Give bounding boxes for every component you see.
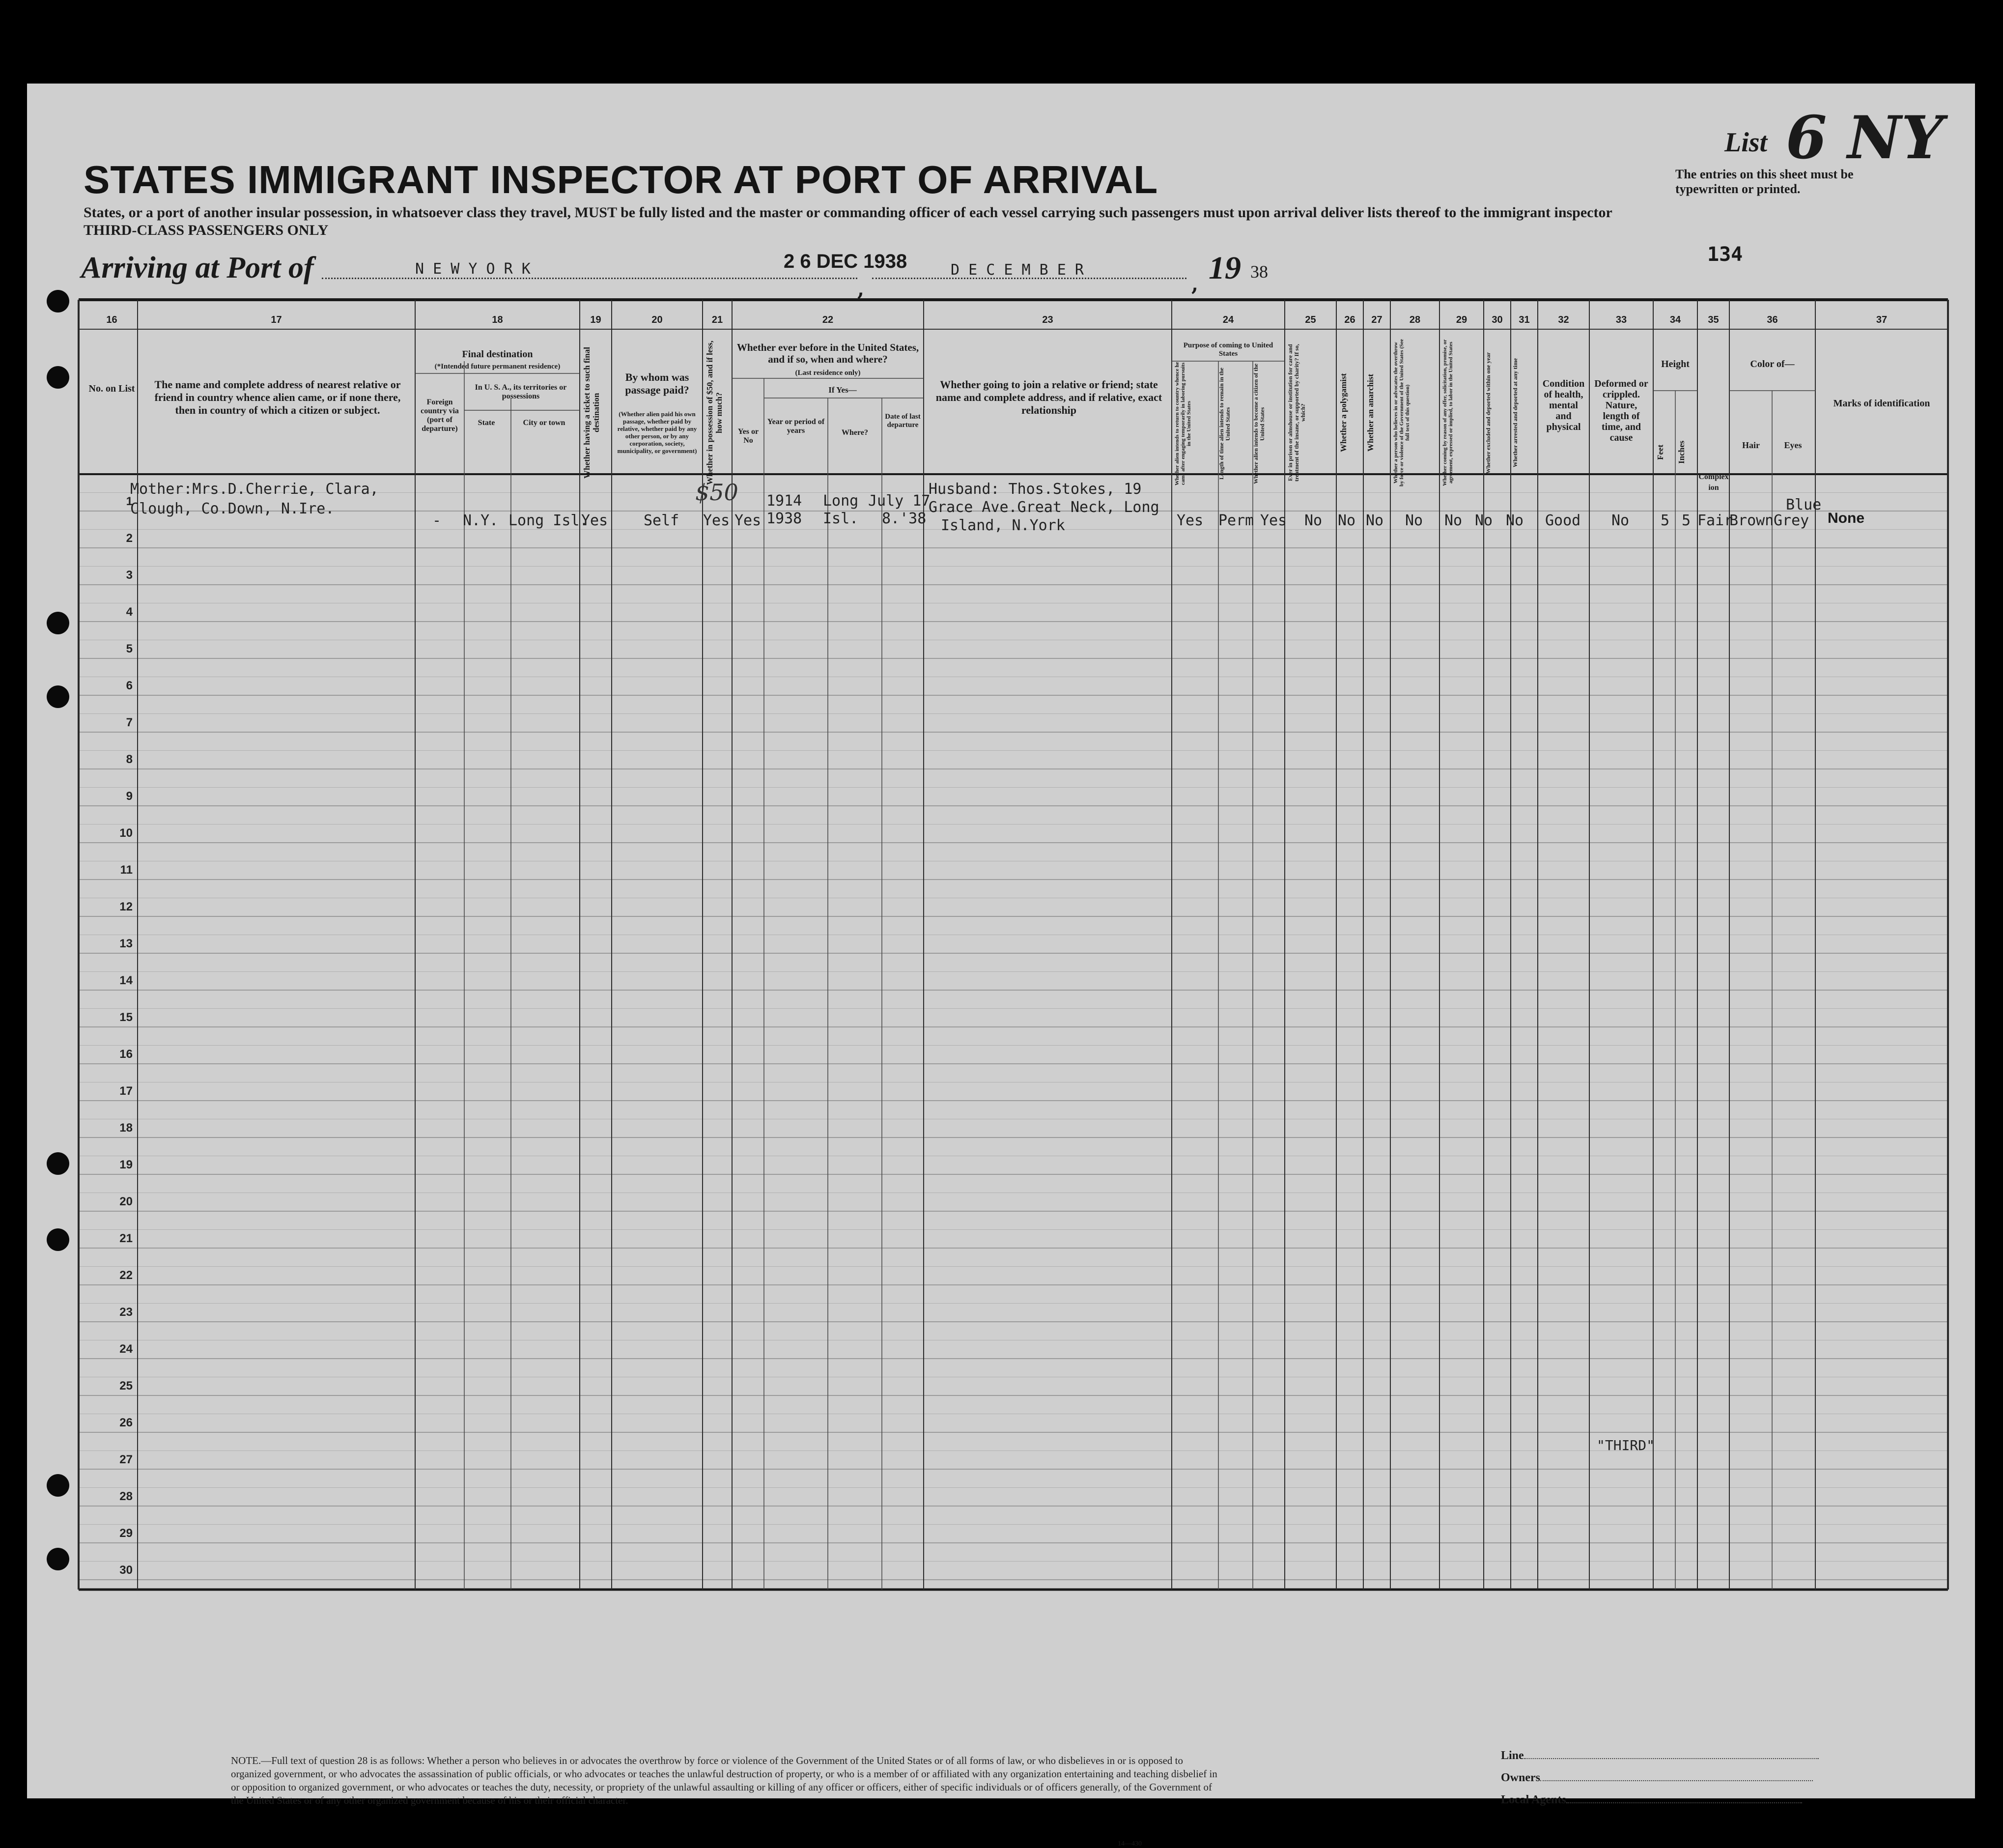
row-number: 21	[119, 1232, 133, 1245]
row-number: 30	[119, 1564, 133, 1577]
row-number: 20	[119, 1195, 133, 1208]
class-stamp: "THIRD"	[1597, 1437, 1655, 1453]
port-line	[322, 278, 857, 279]
year-prefix: 19	[1209, 250, 1241, 286]
relative-address-line1: Mother:Mrs.D.Cherrie, Clara,	[130, 481, 379, 498]
row-number: 12	[119, 900, 133, 913]
owners-field: Owners	[1501, 1771, 1813, 1785]
state-value: N.Y.	[463, 512, 499, 529]
col-header-inches: Inches	[1677, 440, 1686, 464]
relative-address-line2: Clough, Co.Down, N.Ire.	[130, 500, 335, 517]
col-header-joining: Whether going to join a relative or friend; state name and complete address, and if relative, exact relationship	[935, 378, 1162, 416]
col-header-fifty-dollars: Whether in possession of $50, and if less, how much?	[705, 341, 724, 485]
row-number: 24	[119, 1342, 133, 1356]
years-line1: 1914	[766, 492, 802, 510]
row-number: 13	[119, 937, 133, 950]
joining-line1: Husband: Thos.Stokes, 19	[929, 481, 1142, 498]
manifest-grid	[27, 84, 1975, 1798]
polygamist-value: No	[1338, 512, 1356, 529]
col-num-35: 35	[1708, 314, 1719, 325]
sheet-number: 134	[1707, 243, 1743, 266]
col-num-20: 20	[651, 314, 663, 325]
col-num-23: 23	[1042, 314, 1053, 325]
form-code: 14—430	[1118, 1840, 1142, 1848]
row-number: 8	[126, 753, 133, 766]
overthrow-value: No	[1405, 512, 1423, 529]
row-number: 28	[119, 1490, 133, 1503]
punch-hole	[47, 1152, 69, 1175]
month-value: D E C E M B E R	[951, 261, 1084, 279]
col-header-purpose: Purpose of coming to United States	[1183, 341, 1273, 358]
col-header-overthrow: Whether a person who believes in or advocates the overthrow by force or violence of the Government of the United States (See full text of this question)	[1393, 339, 1411, 486]
col-num-30: 30	[1492, 314, 1503, 325]
col-num-16: 16	[106, 314, 117, 325]
year-suffix: 38	[1250, 262, 1268, 282]
col-header-ever-before: Whether ever before in the United States, and if so, when and where?	[736, 341, 919, 365]
hair-value: Brown	[1729, 512, 1774, 529]
arriving-label: Arriving at Port of	[81, 251, 314, 284]
col-num-19: 19	[590, 314, 601, 325]
row-number: 6	[126, 679, 133, 692]
col-header-hair: Hair	[1742, 440, 1760, 450]
typewritten-notice: The entries on this sheet must be typewritten or printed.	[1675, 167, 1854, 196]
fifty-dollars-value: Yes	[703, 512, 730, 529]
col-header-height: Height	[1661, 359, 1690, 370]
prison-value: No	[1304, 512, 1323, 529]
col-header-excluded: Whether excluded and deported within one year	[1485, 352, 1492, 474]
city-value: Long Isl.	[508, 512, 589, 529]
arrival-date-stamp: 2 6 DEC 1938	[784, 251, 907, 272]
inches-value: 5	[1682, 512, 1691, 529]
row-number: 2	[126, 532, 133, 545]
punch-hole	[47, 366, 69, 389]
joining-line3: Island, N.York	[941, 517, 1065, 534]
row-number: 15	[119, 1011, 133, 1024]
eyes-line2: Grey	[1774, 512, 1809, 529]
ever-before-value: Yes	[734, 512, 762, 529]
col-num-37: 37	[1876, 314, 1888, 325]
row-number: 26	[119, 1416, 133, 1429]
col-num-17: 17	[271, 314, 282, 325]
col-num-32: 32	[1558, 314, 1569, 325]
col-num-18: 18	[492, 314, 503, 325]
col-num-34: 34	[1669, 314, 1681, 325]
manifest-sheet: List 6 NY STATES IMMIGRANT INSPECTOR AT PORT OF ARRIVAL The entries on this sheet must be typewritten or printed. States, or a port of another insular possession, in whatsoever class they travel, MUST be fully listed and the master or commanding officer of each vessel carrying such passengers must upon arrival deliver lists thereof to the immigrant inspector THIRD-CLASS PASSENGERS ONLY Arriving at Port of N E W Y O R K 2 6 DEC 1938 , D E C E M B E R , 19 38 134 16 17 18 19 20 21 22 23 24 25 26 27 28 29 30 31 32 33 34 35 36 37 No. on List The name and complete address of nearest relative or friend in country whence alien came, or if none there, then in country of which a citizen or subject. Final destination (*Intended future permanent residence) Foreign country via (port of departure) In U. S. A., its territories or possessions State City or town Whether having a ticket to such final destination By whom was passage paid? (Whether alien paid his own passage, whether paid by relative, whether paid by any other person, or by any corporation, society, municipality, or government) Whether in possession of $50, and if less, how much? Whether ever before in the United States, and if so, when and where? (Last residence only) Yes or No If Yes— Year or period of years Where? Date of last departure Whether going to join a relative or friend; state name and complete address, and if relative, exact relationship Purpose of coming to United States Whether alien intends to return to country whence he came after engaging temporarily in laboring pursuits in the United States Length of time alien intends to remain in the United States Whether alien intends to become a citizen of the United States Ever in prison or almshouse or institution for care and treatment of the insane, or supported by charity? If so, which? Whether a polygamist Whether an anarchist Whether a person who believes in or advocates the overthrow by force or violence of the Government of the United States (See full text of this question) Whether coming by reason of any offer, solicitation, promise, or agreement, expressed or implied, to labor in the United States Whether excluded and deported within one year Whether arrested and deported at any time Condition of health, mental and physical Deformed or crippled. Nature, length of time, and cause Height Feet Inches Complexion Color of— Hair Eyes Marks of identification 1 2 3 4 5 6 7 8 9 10 11 12 13 14 15 16 17 18 19 20 21 22 23 24 25 26 27 28 29 30 Mother:Mrs.D.Cherrie, Clara, Clough, Co.Down, N.Ire. - N.Y. Long Isl. Yes Self $50 Yes Yes 1914 1938 Long Isl. July 17 8.'38 Husband: Thos.Stokes, 19 Grace Ave.Great Neck, Long Island, N.York Yes Perm Yes No No No No No No No Good No 5 5 Fair Brown Blue Grey None "THIRD" NOTE.—Full text of question 28 is as follows: Whether a person who believes in or advocates the overthrow by force or violence of the Government of the United States or of all forms of law, or who disbelieves in or is opposed to organized government, or who advocates the assassination of public officials, or who advocates or teaches the unlawful destruction of property, or who is a member of or affiliated with any organization entertaining and teaching disbelief in or opposition to organized government, or who advocates or teaches the duty, necessity, or propriety of the unlawful assaulting or killing of any officer or officers, either of specific individuals or of officers generally, of the Government of the United States or of any other organized government because of his or their official character. 14—430 Line Owners Local Agents	[27, 84, 1975, 1798]
row-number: 14	[119, 974, 133, 987]
row-number: 19	[119, 1158, 133, 1171]
col-num-26: 26	[1344, 314, 1355, 325]
col-header-yes-no: Yes or No	[737, 427, 759, 445]
row-number: 4	[126, 605, 133, 619]
col-header-color-of: Color of—	[1750, 359, 1795, 370]
row-number: 25	[119, 1379, 133, 1393]
col-header-if-yes: If Yes—	[828, 385, 857, 395]
row-number: 11	[120, 863, 133, 877]
col-header-deported: Whether arrested and deported at any time	[1512, 358, 1519, 468]
col-header-no-on-list: No. on List	[88, 383, 135, 394]
excluded-value: No	[1475, 512, 1493, 529]
col-num-29: 29	[1456, 314, 1467, 325]
row-number: 16	[119, 1048, 133, 1061]
punch-hole	[47, 1548, 69, 1570]
col-header-anarchist: Whether an anarchist	[1366, 373, 1375, 452]
row-number: 5	[126, 642, 133, 655]
col-num-27: 27	[1371, 314, 1382, 325]
row-number: 1	[126, 495, 133, 508]
col-header-eyes: Eyes	[1784, 440, 1802, 450]
col-header-city: City or town	[523, 419, 565, 427]
col-num-25: 25	[1305, 314, 1316, 325]
col-header-final-destination: Final destination	[462, 349, 533, 360]
departure-line1: July 17	[868, 492, 931, 510]
row-number: 22	[119, 1269, 133, 1282]
marks-value: None	[1828, 510, 1864, 526]
col-header-complexion: Complexion	[1698, 473, 1729, 492]
comma: ,	[857, 278, 864, 301]
page-title: STATES IMMIGRANT INSPECTOR AT PORT OF ARRIVAL	[84, 158, 1158, 201]
punch-hole	[47, 1474, 69, 1497]
col-num-22: 22	[822, 314, 834, 325]
row-number: 3	[126, 569, 133, 582]
departure-line2: 8.'38	[882, 510, 927, 527]
col-header-prison: Ever in prison or almshouse or institution for care and treatment of the insane, or supported by charity? If so, which?	[1287, 344, 1306, 482]
foreign-country-value: -	[432, 512, 442, 529]
col-num-21: 21	[711, 314, 723, 325]
comma: ,	[1191, 273, 1198, 296]
port-value: N E W Y O R K	[415, 260, 531, 278]
punch-hole	[47, 290, 69, 313]
health-value: Good	[1545, 512, 1581, 529]
row-number: 10	[119, 826, 133, 840]
deformed-value: No	[1611, 512, 1630, 529]
labor-offer-value: No	[1444, 512, 1463, 529]
col-header-passage-paid: By whom was passage paid?	[625, 371, 689, 396]
anarchist-value: No	[1366, 512, 1384, 529]
col-header-foreign-country: Foreign country via (port of departure)	[421, 398, 459, 433]
col-header-labor-offer: Whether coming by reason of any offer, solicitation, promise, or agreement, expressed or implied, to labor in the United States	[1442, 339, 1454, 486]
list-label: List	[1724, 127, 1768, 158]
punch-hole	[47, 612, 69, 634]
feet-value: 5	[1661, 512, 1670, 529]
col-header-feet: Feet	[1656, 444, 1665, 460]
col-header-deformed: Deformed or crippled. Nature, length of time, and cause	[1594, 378, 1648, 443]
footnote-question-28: NOTE.—Full text of question 28 is as follows: Whether a person who believes in or advocates the overthrow by force or violence of the Government of the United States or of all forms of law, or who disbelieves in or is opposed to organized government, or who advocates the assassination of public officials, or who advocates or teaches the unlawful destruction of property, or who is a member of or affiliated with any organization entertaining and teaching disbelief in or opposition to organized government, or who advocates or teaches the duty, necessity, or propriety of the unlawful assaulting or killing of any officer or officers, either of specific individuals or of officers generally, of the Government of the United States or of any other organized government because of his or their official character.	[231, 1755, 1217, 1806]
col-num-33: 33	[1615, 314, 1627, 325]
row-number: 29	[119, 1527, 133, 1540]
row-number: 9	[126, 790, 133, 803]
punch-hole	[47, 685, 69, 708]
ticket-value: Yes	[581, 512, 608, 529]
length-of-stay-value: Perm	[1218, 512, 1254, 529]
col-header-years: Year or period of years	[767, 418, 825, 435]
col-header-health: Condition of health, mental and physical	[1542, 378, 1585, 432]
col-header-in-usa: In U. S. A., its territories or possessions	[475, 383, 567, 400]
row-number: 7	[126, 716, 133, 729]
local-agents-field: Local Agents	[1501, 1793, 1802, 1807]
eyes-line1: Blue	[1786, 496, 1822, 513]
where-line2: Isl.	[823, 510, 859, 527]
fifty-dollars-handwritten: $50	[695, 479, 738, 506]
line-field: Line	[1501, 1749, 1819, 1763]
years-line2: 1938	[766, 510, 802, 527]
return-intent-value: Yes	[1177, 512, 1204, 529]
row-number: 17	[119, 1084, 133, 1098]
joining-line2: Grace Ave.Great Neck, Long	[929, 499, 1159, 516]
passage-paid-value: Self	[644, 512, 679, 529]
col-num-36: 36	[1767, 314, 1778, 325]
page-subtitle: States, or a port of another insular possession, in whatsoever class they travel, MUST be fully listed and the master or commanding officer of each vessel carrying such passengers must upon arrival deliver lists thereof to the immigrant inspector THIRD-CLASS PASSENGERS ONLY	[84, 204, 1612, 238]
row-number: 18	[119, 1121, 133, 1135]
deported-value: No	[1506, 512, 1524, 529]
col-header-polygamist: Whether a polygamist	[1339, 373, 1348, 453]
col-header-departure: Date of last departure	[885, 413, 921, 429]
col-header-relative: The name and complete address of nearest relative or friend in country whence alien came, or if none there, then in country of which a citizen or subject.	[154, 378, 401, 416]
row-number: 23	[119, 1306, 133, 1319]
col-header-ticket: Whether having a ticket to such final destination	[582, 347, 601, 479]
punch-hole	[47, 1228, 69, 1251]
col-header-where: Where?	[842, 428, 868, 437]
col-num-28: 28	[1409, 314, 1421, 325]
col-header-marks: Marks of identification	[1833, 398, 1930, 409]
col-num-24: 24	[1222, 314, 1234, 325]
become-citizen-value: Yes	[1260, 512, 1287, 529]
col-header-state: State	[478, 419, 495, 427]
complexion-value: Fair	[1697, 512, 1733, 529]
col-num-31: 31	[1519, 314, 1530, 325]
where-line1: Long	[823, 492, 859, 510]
row-number: 27	[119, 1453, 133, 1466]
list-number-handwritten: 6 NY	[1786, 103, 1944, 172]
